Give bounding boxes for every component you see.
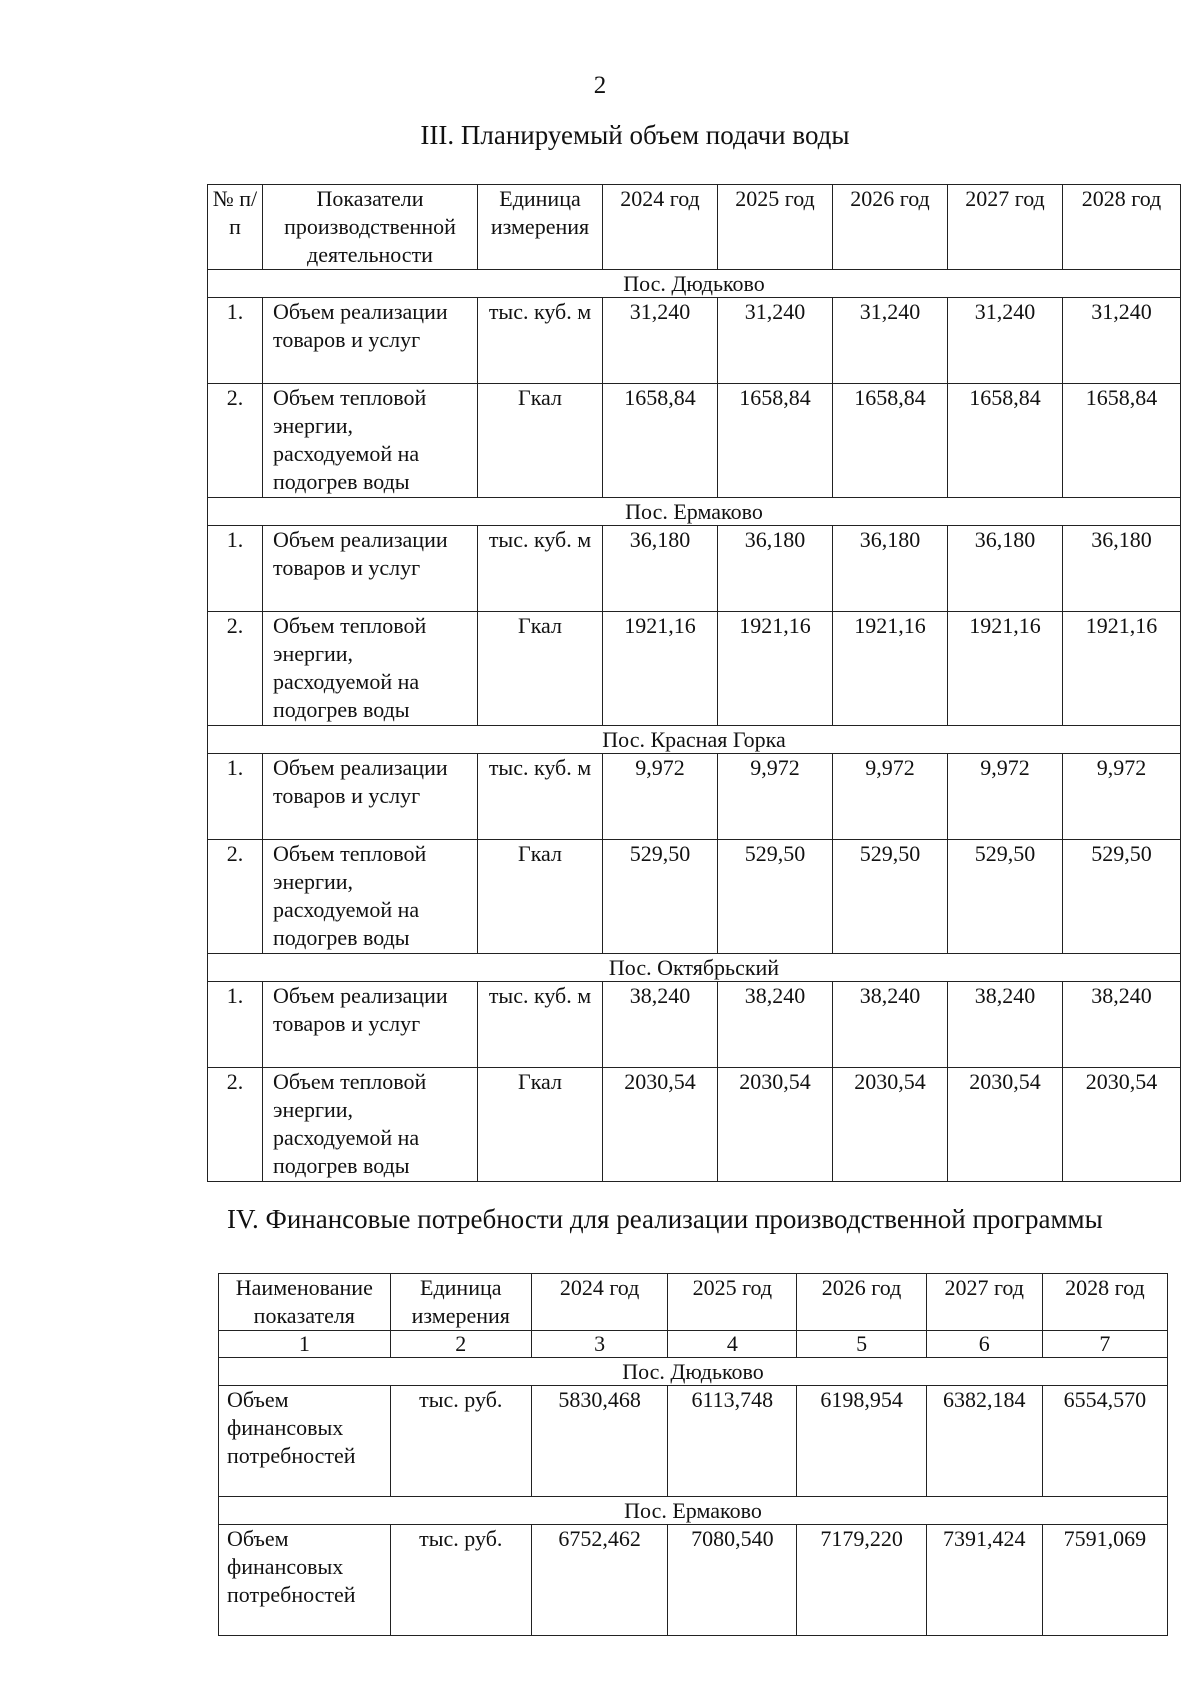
value-cell: 7391,424 [926,1525,1042,1636]
value-cell: 36,180 [603,526,718,612]
value-cell: 9,972 [948,754,1063,840]
value-cell: 1658,84 [718,384,833,498]
value-cell: 36,180 [948,526,1063,612]
value-cell: 6554,570 [1042,1386,1167,1497]
value-cell: 31,240 [1063,298,1181,384]
value-cell: 1658,84 [603,384,718,498]
value-cell: 1658,84 [1063,384,1181,498]
value-cell: 36,180 [718,526,833,612]
value-cell: 2030,54 [948,1068,1063,1182]
unit-cell: тыс. руб. [390,1525,531,1636]
value-cell: 6198,954 [797,1386,926,1497]
value-cell: 36,180 [833,526,948,612]
table-row [208,754,1181,840]
unit-cell: тыс. куб. м [478,298,603,384]
column-index: 6 [926,1331,1042,1358]
settlement-name: Пос. Ермаково [219,1497,1168,1525]
column-index: 5 [797,1331,926,1358]
value-cell: 6113,748 [668,1386,797,1497]
header-unit: Единица измерения [478,185,603,270]
header-year: 2025 год [718,185,833,270]
indicator-name: Объем реализации товаров и услуг [263,754,478,840]
value-cell: 2030,54 [833,1068,948,1182]
settlement-name: Пос. Красная Горка [208,726,1181,754]
indicator-name: Объем финансовых потребностей [219,1525,391,1636]
unit-cell: тыс. куб. м [478,754,603,840]
value-cell: 38,240 [1063,982,1181,1068]
table-row [219,1525,1168,1636]
row-number: 2. [208,384,263,498]
row-number: 2. [208,612,263,726]
header-year: 2027 год [926,1274,1042,1331]
row-number: 1. [208,982,263,1068]
value-cell: 7179,220 [797,1525,926,1636]
table-row [208,384,1181,498]
settlement-name: Пос. Дюдьково [219,1358,1168,1386]
value-cell: 6752,462 [531,1525,667,1636]
value-cell: 9,972 [603,754,718,840]
table-row [208,298,1181,384]
value-cell: 7080,540 [668,1525,797,1636]
indicator-name: Объем тепловой энергии, расходуемой на подогрев воды [263,612,478,726]
value-cell: 9,972 [1063,754,1181,840]
value-cell: 529,50 [833,840,948,954]
table-row [208,1068,1181,1182]
header-year: 2024 год [603,185,718,270]
value-cell: 1921,16 [948,612,1063,726]
row-number: 1. [208,754,263,840]
header-year: 2026 год [833,185,948,270]
header-year: 2028 год [1063,185,1181,270]
unit-cell: Гкал [478,1068,603,1182]
header-indicator: Показатели производственной деятельности [263,185,478,270]
column-index: 1 [219,1331,391,1358]
value-cell: 1658,84 [833,384,948,498]
value-cell: 529,50 [1063,840,1181,954]
column-index: 3 [531,1331,667,1358]
water-supply-table [207,184,1181,1182]
value-cell: 1921,16 [603,612,718,726]
column-index: 2 [390,1331,531,1358]
value-cell: 529,50 [603,840,718,954]
column-index: 7 [1042,1331,1167,1358]
value-cell: 38,240 [718,982,833,1068]
unit-cell: тыс. руб. [390,1386,531,1497]
settlement-name: Пос. Октябрьский [208,954,1181,982]
table-row [208,526,1181,612]
table-row [208,982,1181,1068]
page-number: 2 [593,72,607,99]
value-cell: 31,240 [833,298,948,384]
settlement-row [208,270,1181,298]
indicator-name: Объем реализации товаров и услуг [263,526,478,612]
value-cell: 1921,16 [718,612,833,726]
column-index: 4 [668,1331,797,1358]
indicator-name: Объем реализации товаров и услуг [263,298,478,384]
table-header-row [219,1274,1168,1331]
header-indicator: Наименование показателя [219,1274,391,1331]
row-number: 2. [208,1068,263,1182]
table-header-row [208,185,1181,270]
value-cell: 1921,16 [833,612,948,726]
settlement-row [208,726,1181,754]
value-cell: 38,240 [833,982,948,1068]
value-cell: 7591,069 [1042,1525,1167,1636]
settlement-row [208,954,1181,982]
unit-cell: тыс. куб. м [478,982,603,1068]
column-index-row [219,1331,1168,1358]
table-row [219,1386,1168,1497]
table-row [208,612,1181,726]
value-cell: 5830,468 [531,1386,667,1497]
value-cell: 529,50 [718,840,833,954]
header-year: 2024 год [531,1274,667,1331]
header-unit: Единица измерения [390,1274,531,1331]
header-year: 2026 год [797,1274,926,1331]
value-cell: 38,240 [603,982,718,1068]
table-row [208,840,1181,954]
header-year: 2027 год [948,185,1063,270]
indicator-name: Объем финансовых потребностей [219,1386,391,1497]
value-cell: 2030,54 [603,1068,718,1182]
unit-cell: Гкал [478,384,603,498]
value-cell: 1921,16 [1063,612,1181,726]
settlement-name: Пос. Дюдьково [208,270,1181,298]
indicator-name: Объем тепловой энергии, расходуемой на подогрев воды [263,840,478,954]
value-cell: 529,50 [948,840,1063,954]
header-year: 2028 год [1042,1274,1167,1331]
settlement-name: Пос. Ермаково [208,498,1181,526]
unit-cell: Гкал [478,840,603,954]
indicator-name: Объем тепловой энергии, расходуемой на подогрев воды [263,384,478,498]
value-cell: 9,972 [833,754,948,840]
row-number: 1. [208,298,263,384]
value-cell: 31,240 [948,298,1063,384]
settlement-row [219,1358,1168,1386]
value-cell: 1658,84 [948,384,1063,498]
header-year: 2025 год [668,1274,797,1331]
value-cell: 31,240 [603,298,718,384]
row-number: 1. [208,526,263,612]
indicator-name: Объем реализации товаров и услуг [263,982,478,1068]
value-cell: 2030,54 [1063,1068,1181,1182]
value-cell: 38,240 [948,982,1063,1068]
section-3-title: III. Планируемый объем подачи воды [420,120,850,150]
section-4-title: IV. Финансовые потребности для реализации производственной программы [227,1204,1103,1234]
settlement-row [208,498,1181,526]
indicator-name: Объем тепловой энергии, расходуемой на подогрев воды [263,1068,478,1182]
value-cell: 36,180 [1063,526,1181,612]
financial-needs-table [218,1273,1168,1636]
header-num: № п/п [208,185,263,270]
unit-cell: Гкал [478,612,603,726]
value-cell: 9,972 [718,754,833,840]
value-cell: 2030,54 [718,1068,833,1182]
settlement-row [219,1497,1168,1525]
value-cell: 31,240 [718,298,833,384]
unit-cell: тыс. куб. м [478,526,603,612]
row-number: 2. [208,840,263,954]
value-cell: 6382,184 [926,1386,1042,1497]
